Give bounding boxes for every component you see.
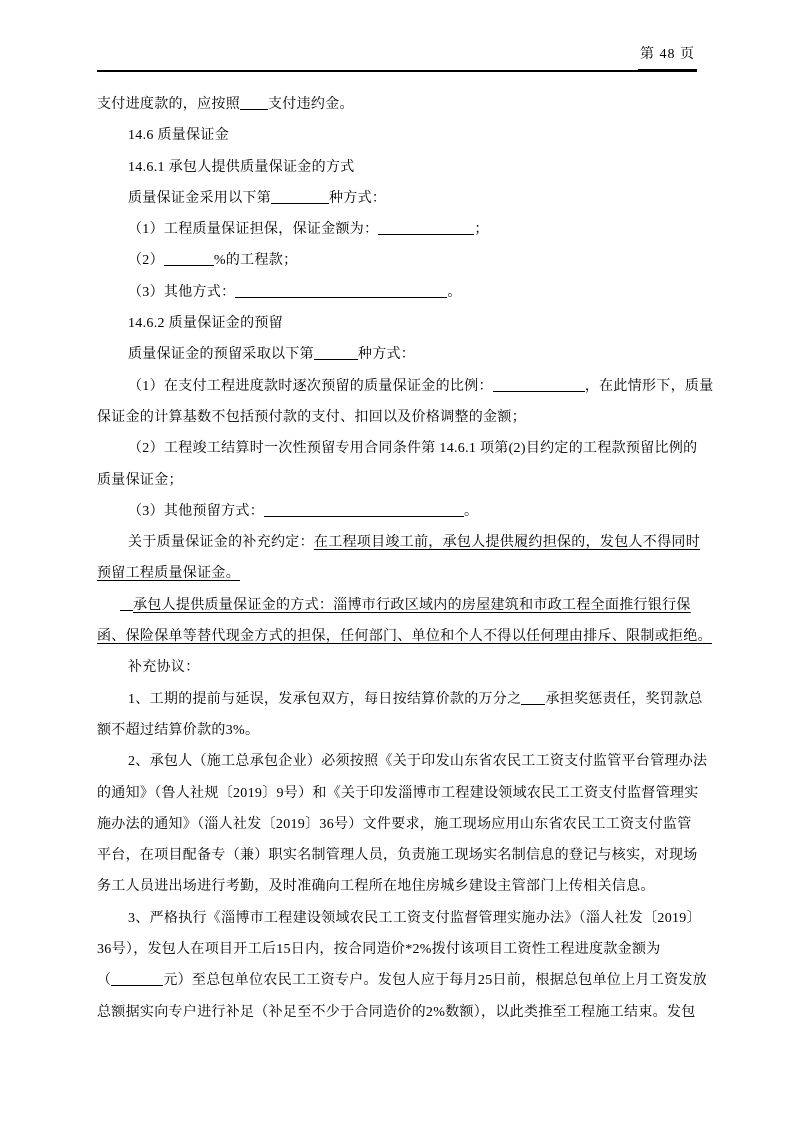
text-line [97, 371, 714, 402]
text-segment: （2） [128, 253, 164, 269]
text-segment: （1）在支付工程进度款时逐次预留的质量保证金的比例： [128, 378, 493, 394]
text-segment: 函、保险保单等替代现金方式的担保，任何部门、单位和个人不得以任何理由排斥、限制或拒绝。 [97, 629, 712, 645]
text-segment: 种方式： [329, 190, 387, 206]
text-line [97, 684, 703, 715]
text-segment: 14.6 质量保证金 [128, 128, 229, 144]
text-segment: 支付违约金。 [268, 97, 354, 112]
text-line [97, 934, 697, 965]
text-segment: 承担奖惩责任，奖罚款总 [545, 691, 703, 707]
text-line [97, 433, 697, 464]
text-line [97, 339, 697, 370]
text-segment: 元）至总包单位农民工工资专户。发包人应于每月25日前，根据总包单位上月工资发放 [163, 973, 708, 989]
text-segment: ，在此情形下，质量 [584, 378, 714, 394]
text-line [97, 402, 697, 433]
text-segment: 总额据实向专户进行补足（补足至不少于合同造价的2%数额），以此类推至工程施工结束。发包 [97, 1004, 696, 1020]
text-line [97, 89, 697, 120]
text-segment: 保证金的计算基数不包括预付款的支付、扣回以及价格调整的金额； [97, 409, 526, 425]
text-line [97, 120, 697, 151]
text-segment: 3、严格执行《淄博市工程建设领域农民工工资支付监督管理实施办法》（淄人社发〔2019〕 [128, 910, 701, 926]
text-segment: 务工人员进出场进行考勤，及时准确向工程所在地住房城乡建设主管部门上传相关信息。 [97, 879, 655, 895]
text-segment: 2、承包人（施工总承包企业）必须按照《关于印发山东省农民工工资支付监管平台管理办法 [128, 754, 708, 770]
text-line [97, 214, 697, 245]
text-segment: （3）其他方式： [128, 284, 236, 300]
text-segment: 额不超过结算价款的3%。 [97, 722, 260, 738]
text-segment: 在工程项目竣工前，承包人提供履约担保的，发包人不得同时 [313, 535, 701, 551]
text-segment: 施办法的通知》（淄人社发〔2019〕36号）文件要求，施工现场应用山东省农民工工资支付监管 [97, 816, 692, 832]
text-segment: 支付进度款的，应按照 [97, 97, 240, 112]
text-segment: 补充协议： [128, 660, 200, 676]
blank-fill-field [264, 502, 464, 517]
text-segment: 的通知》（鲁人社规〔2019〕9号）和《关于印发淄博市工程建设领域农民工工资支付监督管理实 [97, 785, 699, 801]
text-line [97, 308, 697, 339]
text-segment: 种方式： [357, 347, 416, 363]
blank-fill-field [120, 596, 133, 611]
text-line [97, 652, 697, 683]
text-segment: 质量保证金； [97, 472, 183, 488]
text-segment: 。 [447, 284, 462, 300]
blank-fill-field [314, 345, 358, 360]
text-line [97, 277, 697, 308]
text-segment: 14.6.2 质量保证金的预留 [128, 316, 283, 332]
blank-fill-field [164, 251, 214, 266]
text-segment: 承包人提供质量保证金的方式：淄博市行政区域内的房屋建筑和市政工程全面推行银行保 [133, 597, 691, 613]
text-line [97, 871, 697, 902]
text-segment: %的工程款； [213, 253, 298, 269]
text-segment: （ [97, 973, 112, 989]
text-segment: 平台，在项目配备专（兼）职实名制管理人员，负责施工现场实名制信息的登记与核实，对现场 [97, 848, 698, 864]
blank-fill-field [521, 690, 545, 705]
text-segment: 关于质量保证金的补充约定： [128, 535, 314, 551]
page-header [97, 42, 697, 72]
text-line [97, 903, 701, 934]
document-body [97, 89, 714, 1028]
text-line [97, 496, 697, 527]
text-line [97, 840, 697, 871]
text-line [97, 245, 697, 276]
text-segment: （1）工程质量保证担保，保证金额为： [128, 222, 379, 238]
page-number: 第 48 页 [638, 42, 697, 70]
text-line [97, 965, 708, 996]
text-segment: 质量保证金的预留采取以下第 [128, 347, 314, 363]
text-line [97, 465, 697, 496]
text-line [97, 558, 697, 589]
text-segment: 。 [464, 503, 479, 519]
text-line [97, 809, 697, 840]
text-segment: 1、工期的提前与延误，发承包双方，每日按结算价款的万分之 [128, 691, 522, 707]
text-line [97, 715, 697, 746]
text-line [97, 997, 697, 1028]
text-segment: 14.6.1 承包人提供质量保证金的方式 [128, 159, 355, 175]
blank-fill-field [111, 971, 163, 986]
text-segment: （2）工程竣工结算时一次性预留专用合同条件第 14.6.1 项第(2)目约定的工程款预留比例的 [128, 441, 698, 457]
text-line [97, 778, 697, 809]
text-segment: ； [474, 222, 489, 238]
text-segment: 预留工程质量保证金。 [97, 566, 240, 582]
blank-fill-field [235, 283, 447, 298]
blank-fill-field [378, 220, 474, 235]
text-segment: 质量保证金采用以下第 [128, 190, 271, 206]
text-segment: 36号），发包人在项目开工后15日内，按合同造价*2%拨付该项目工资性工程进度款金额为 [97, 942, 661, 958]
blank-fill-field [493, 377, 585, 392]
text-line [97, 621, 712, 652]
text-line [97, 746, 708, 777]
text-line [97, 590, 697, 621]
text-line [97, 527, 701, 558]
blank-fill-field [271, 189, 329, 204]
text-line [97, 152, 697, 183]
text-line [97, 183, 697, 214]
blank-fill-field [240, 95, 268, 110]
text-segment: （3）其他预留方式： [128, 503, 264, 519]
